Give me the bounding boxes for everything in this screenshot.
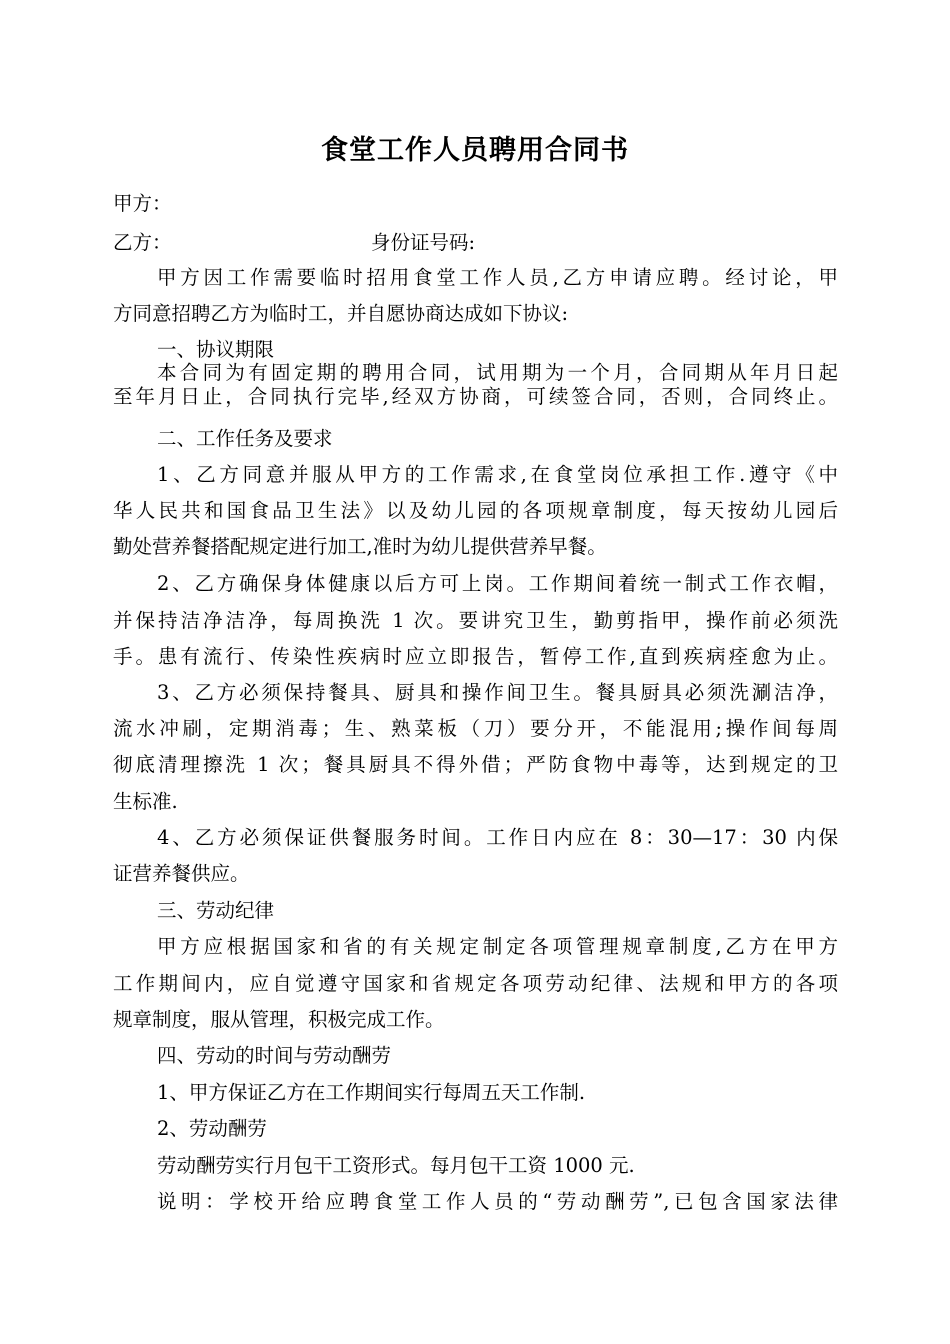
paragraph-line: 劳动酬劳实行月包干工资形式。每月包干工资 1000 元. [157, 1154, 635, 1177]
party-b-label: 乙方： [113, 231, 172, 254]
paragraph-line: 流水冲刷，定期消毒；生、熟菜板（刀）要分开，不能混用;操作间每周 [113, 717, 838, 740]
paragraph-line: 至年月日止，合同执行完毕,经双方协商，可续签合同，否则，合同终止。 [113, 385, 838, 408]
paragraph-line: 工作期间内，应自觉遵守国家和省规定各项劳动纪律、法规和甲方的各项 [113, 972, 838, 995]
paragraph-line: 2、乙方确保身体健康以后方可上岗。工作期间着统一制式工作衣帽， [157, 572, 838, 595]
paragraph-line: 3、乙方必须保持餐具、厨具和操作间卫生。餐具厨具必须洗涮洁净， [157, 681, 838, 704]
paragraph-line: 手。患有流行、传染性疾病时应立即报告，暂停工作,直到疾病痊愈为止。 [113, 645, 838, 668]
section-heading: 三、劳动纪律 [157, 899, 275, 922]
paragraph-line: 甲方应根据国家和省的有关规定制定各项管理规章制度,乙方在甲方 [157, 935, 838, 958]
section-heading: 二、工作任务及要求 [157, 427, 333, 450]
paragraph-line: 1、乙方同意并服从甲方的工作需求,在食堂岗位承担工作.遵守《中 [157, 463, 838, 486]
section-heading: 一、协议期限 [157, 338, 275, 361]
paragraph-line: 1、甲方保证乙方在工作期间实行每周五天工作制. [157, 1081, 586, 1104]
section-heading: 四、劳动的时间与劳动酬劳 [157, 1044, 392, 1067]
intro-line: 方同意招聘乙方为临时工，并自愿协商达成如下协议: [113, 302, 569, 325]
page-title: 食堂工作人员聘用合同书 [321, 135, 629, 166]
paragraph-line: 4、乙方必须保证供餐服务时间。工作日内应在 8：30—17：30 内保 [157, 826, 838, 849]
paragraph-line: 说明：学校开给应聘食堂工作人员的“劳动酬劳”,已包含国家法律 [157, 1190, 838, 1213]
paragraph-line: 2、劳动酬劳 [157, 1117, 267, 1140]
party-a-label: 甲方： [113, 192, 172, 215]
paragraph-line: 本合同为有固定期的聘用合同，试用期为一个月，合同期从年月日起 [157, 361, 838, 384]
paragraph-line: 勤处营养餐搭配规定进行加工,准时为幼儿提供营养早餐。 [113, 535, 607, 558]
paragraph-line: 规章制度，服从管理，积极完成工作。 [113, 1008, 445, 1031]
id-number-label: 身份证号码: [371, 231, 476, 254]
paragraph-line: 彻底清理擦洗 1 次；餐具厨具不得外借；严防食物中毒等，达到规定的卫 [113, 753, 838, 776]
paragraph-line: 生标准. [113, 790, 178, 813]
intro-line: 甲方因工作需要临时招用食堂工作人员,乙方申请应聘。经讨论，甲 [157, 266, 838, 289]
paragraph-line: 并保持洁净洁净，每周换洗 1 次。要讲究卫生，勤剪指甲，操作前必须洗 [113, 609, 838, 632]
paragraph-line: 证营养餐供应。 [113, 862, 250, 885]
paragraph-line: 华人民共和国食品卫生法》以及幼儿园的各项规章制度，每天按幼儿园后 [113, 499, 838, 522]
